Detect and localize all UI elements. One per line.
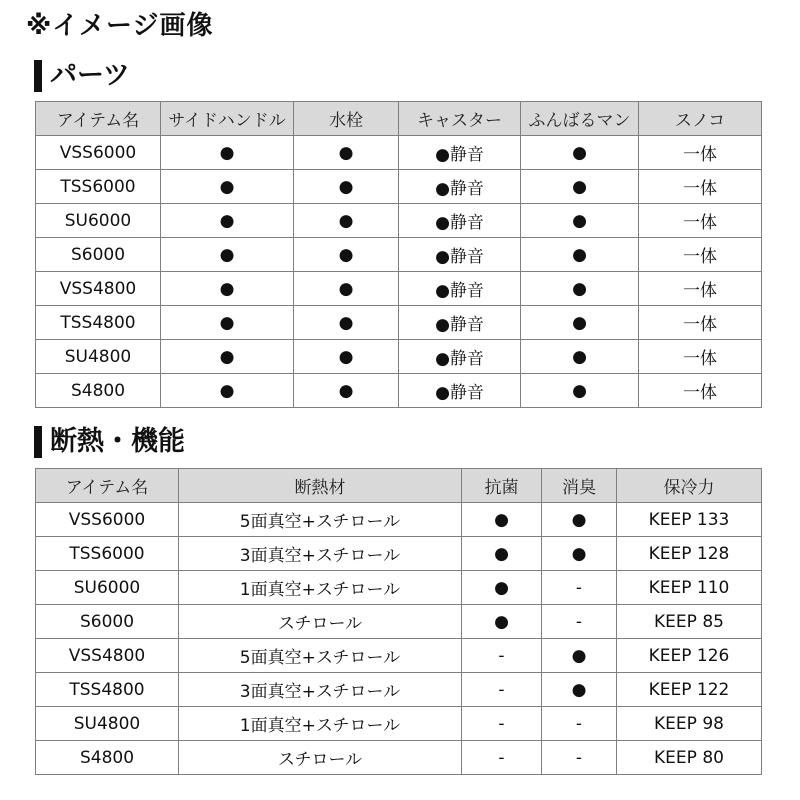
sunoko-cell: 一体 <box>639 238 762 272</box>
insulation-header-row <box>36 469 762 503</box>
caster-cell: ●静音 <box>399 374 521 408</box>
insulation-title-text: 断熱・機能 <box>50 426 185 457</box>
table-row <box>36 374 762 408</box>
sunoko-cell: 一体 <box>639 204 762 238</box>
table-row <box>36 204 762 238</box>
antibacterial-cell: ● <box>462 605 542 639</box>
antibacterial-cell: ● <box>462 503 542 537</box>
header-faucet: 水栓 <box>294 102 399 136</box>
header-sunoko: スノコ <box>639 102 762 136</box>
sunoko-cell: 一体 <box>639 170 762 204</box>
caster-cell: ●静音 <box>399 272 521 306</box>
cold-retention-cell: KEEP 126 <box>617 639 762 673</box>
item-name-cell: TSS4800 <box>36 673 179 707</box>
title-bar <box>34 426 42 458</box>
caster-cell: ●静音 <box>399 306 521 340</box>
parts-table <box>35 101 762 408</box>
side-handle-cell: ● <box>161 306 294 340</box>
table-row <box>36 136 762 170</box>
sunoko-cell: 一体 <box>639 136 762 170</box>
funbaru-man-cell: ● <box>521 340 639 374</box>
item-name-cell: SU4800 <box>36 707 179 741</box>
deodorant-cell: ● <box>542 639 617 673</box>
caster-cell: ●静音 <box>399 340 521 374</box>
faucet-cell: ● <box>294 204 399 238</box>
deodorant-cell: ● <box>542 503 617 537</box>
faucet-cell: ● <box>294 306 399 340</box>
funbaru-man-cell: ● <box>521 306 639 340</box>
header-antibacterial: 抗菌 <box>462 469 542 503</box>
faucet-cell: ● <box>294 374 399 408</box>
funbaru-man-cell: ● <box>521 204 639 238</box>
sunoko-cell: 一体 <box>639 306 762 340</box>
item-name-cell: TSS4800 <box>36 306 161 340</box>
antibacterial-cell: ● <box>462 571 542 605</box>
header-side-handle: サイドハンドル <box>161 102 294 136</box>
side-handle-cell: ● <box>161 238 294 272</box>
faucet-cell: ● <box>294 272 399 306</box>
item-name-cell: VSS4800 <box>36 272 161 306</box>
insulation-material-cell: 3面真空+スチロール <box>179 673 462 707</box>
parts-title-text: パーツ <box>50 60 130 91</box>
item-name-cell: S4800 <box>36 741 179 775</box>
table-row <box>36 639 762 673</box>
item-name-cell: TSS6000 <box>36 537 179 571</box>
side-handle-cell: ● <box>161 272 294 306</box>
table-row <box>36 272 762 306</box>
antibacterial-cell: - <box>462 741 542 775</box>
cold-retention-cell: KEEP 98 <box>617 707 762 741</box>
item-name-cell: VSS6000 <box>36 503 179 537</box>
cold-retention-cell: KEEP 122 <box>617 673 762 707</box>
table-row <box>36 306 762 340</box>
funbaru-man-cell: ● <box>521 272 639 306</box>
item-name-cell: SU6000 <box>36 204 161 238</box>
antibacterial-cell: - <box>462 707 542 741</box>
table-row <box>36 673 762 707</box>
faucet-cell: ● <box>294 136 399 170</box>
header-cold-retention: 保冷力 <box>617 469 762 503</box>
insulation-material-cell: 5面真空+スチロール <box>179 639 462 673</box>
antibacterial-cell: - <box>462 673 542 707</box>
item-name-cell: TSS6000 <box>36 170 161 204</box>
insulation-table <box>35 468 762 775</box>
deodorant-cell: - <box>542 571 617 605</box>
deodorant-cell: ● <box>542 537 617 571</box>
cold-retention-cell: KEEP 110 <box>617 571 762 605</box>
item-name-cell: SU4800 <box>36 340 161 374</box>
caster-cell: ●静音 <box>399 170 521 204</box>
image-note: ※イメージ画像 <box>26 11 214 41</box>
funbaru-man-cell: ● <box>521 170 639 204</box>
side-handle-cell: ● <box>161 374 294 408</box>
header-insulation-material: 断熱材 <box>179 469 462 503</box>
insulation-material-cell: スチロール <box>179 605 462 639</box>
insulation-material-cell: 5面真空+スチロール <box>179 503 462 537</box>
table-row <box>36 340 762 374</box>
antibacterial-cell: - <box>462 639 542 673</box>
cold-retention-cell: KEEP 85 <box>617 605 762 639</box>
item-name-cell: S6000 <box>36 605 179 639</box>
caster-cell: ●静音 <box>399 136 521 170</box>
cold-retention-cell: KEEP 133 <box>617 503 762 537</box>
item-name-cell: VSS6000 <box>36 136 161 170</box>
insulation-material-cell: 3面真空+スチロール <box>179 537 462 571</box>
cold-retention-cell: KEEP 128 <box>617 537 762 571</box>
caster-cell: ●静音 <box>399 238 521 272</box>
insulation-section-title <box>34 426 185 458</box>
faucet-cell: ● <box>294 340 399 374</box>
header-caster: キャスター <box>399 102 521 136</box>
item-name-cell: VSS4800 <box>36 639 179 673</box>
table-row <box>36 537 762 571</box>
side-handle-cell: ● <box>161 170 294 204</box>
header-item-name: アイテム名 <box>36 102 161 136</box>
item-name-cell: SU6000 <box>36 571 179 605</box>
item-name-cell: S6000 <box>36 238 161 272</box>
insulation-material-cell: スチロール <box>179 741 462 775</box>
table-row <box>36 707 762 741</box>
header-item-name: アイテム名 <box>36 469 179 503</box>
sunoko-cell: 一体 <box>639 272 762 306</box>
deodorant-cell: - <box>542 605 617 639</box>
insulation-material-cell: 1面真空+スチロール <box>179 707 462 741</box>
antibacterial-cell: ● <box>462 537 542 571</box>
parts-section-title <box>34 60 130 92</box>
side-handle-cell: ● <box>161 340 294 374</box>
faucet-cell: ● <box>294 170 399 204</box>
sunoko-cell: 一体 <box>639 374 762 408</box>
title-bar <box>34 60 42 92</box>
caster-cell: ●静音 <box>399 204 521 238</box>
table-row <box>36 571 762 605</box>
funbaru-man-cell: ● <box>521 136 639 170</box>
deodorant-cell: - <box>542 741 617 775</box>
header-deodorant: 消臭 <box>542 469 617 503</box>
funbaru-man-cell: ● <box>521 374 639 408</box>
parts-header-row <box>36 102 762 136</box>
side-handle-cell: ● <box>161 204 294 238</box>
table-row <box>36 503 762 537</box>
table-row <box>36 238 762 272</box>
deodorant-cell: ● <box>542 673 617 707</box>
deodorant-cell: - <box>542 707 617 741</box>
item-name-cell: S4800 <box>36 374 161 408</box>
faucet-cell: ● <box>294 238 399 272</box>
header-funbaru-man: ふんばるマン <box>521 102 639 136</box>
funbaru-man-cell: ● <box>521 238 639 272</box>
table-row <box>36 741 762 775</box>
table-row <box>36 170 762 204</box>
sunoko-cell: 一体 <box>639 340 762 374</box>
cold-retention-cell: KEEP 80 <box>617 741 762 775</box>
insulation-material-cell: 1面真空+スチロール <box>179 571 462 605</box>
side-handle-cell: ● <box>161 136 294 170</box>
table-row <box>36 605 762 639</box>
